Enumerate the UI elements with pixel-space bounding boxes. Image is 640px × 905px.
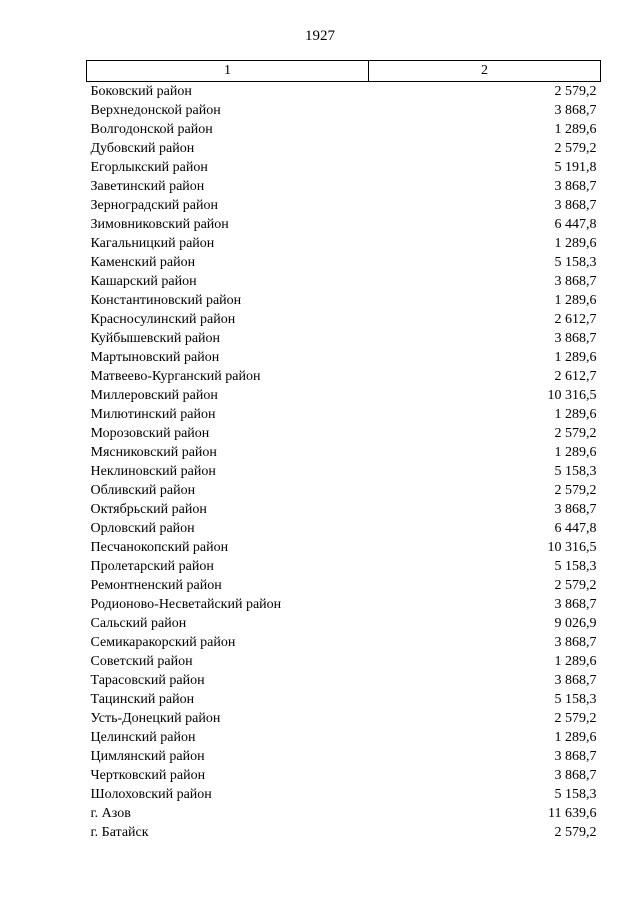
table-row (87, 747, 601, 766)
district-name-cell: Константиновский район (90, 293, 242, 308)
amount-cell: 3 868,7 (554, 768, 597, 783)
table-row (87, 253, 601, 272)
table-row (87, 595, 601, 614)
amount-cell: 1 289,6 (554, 122, 597, 137)
amount-cell: 1 289,6 (554, 407, 597, 422)
table-body (87, 82, 601, 843)
table-row (87, 823, 601, 842)
district-name-cell: Орловский район (90, 521, 195, 536)
amount-cell: 3 868,7 (554, 103, 597, 118)
amount-cell: 3 868,7 (554, 331, 597, 346)
district-name-cell: Кагальницкий район (90, 236, 215, 251)
table-row (87, 215, 601, 234)
table-row (87, 576, 601, 595)
amount-cell: 1 289,6 (554, 350, 597, 365)
amount-cell: 1 289,6 (554, 293, 597, 308)
table-row (87, 329, 601, 348)
district-name-cell: Целинский район (90, 730, 196, 745)
district-name-cell: Боковский район (90, 84, 192, 99)
table-row (87, 348, 601, 367)
table-row (87, 500, 601, 519)
table-row (87, 272, 601, 291)
table-row (87, 139, 601, 158)
amount-cell: 1 289,6 (554, 730, 597, 745)
amount-cell: 2 579,2 (554, 426, 597, 441)
district-name-cell: Шолоховский район (90, 787, 212, 802)
table-row (87, 709, 601, 728)
district-name-cell: Тацинский район (90, 692, 195, 707)
column-header-2: 2 (369, 61, 601, 82)
table-row (87, 785, 601, 804)
amount-cell: 1 289,6 (554, 654, 597, 669)
table-row (87, 158, 601, 177)
amount-cell: 2 579,2 (554, 711, 597, 726)
table-header-row (87, 61, 601, 82)
amount-cell: 10 316,5 (547, 540, 597, 555)
table-row (87, 538, 601, 557)
table-row (87, 82, 601, 102)
table-row (87, 481, 601, 500)
table-row (87, 101, 601, 120)
amount-cell: 10 316,5 (547, 388, 597, 403)
table-row (87, 766, 601, 785)
table-row (87, 690, 601, 709)
amount-cell: 5 191,8 (554, 160, 597, 175)
amount-cell: 2 579,2 (554, 825, 597, 840)
amount-cell: 3 868,7 (554, 179, 597, 194)
amount-cell: 3 868,7 (554, 198, 597, 213)
district-name-cell: Миллеровский район (90, 388, 218, 403)
table-row (87, 614, 601, 633)
amount-cell: 1 289,6 (554, 445, 597, 460)
amount-cell: 5 158,3 (554, 255, 597, 270)
table-row (87, 728, 601, 747)
table-row (87, 196, 601, 215)
amount-cell: 1 289,6 (554, 236, 597, 251)
district-name-cell: Родионово-Несветайский район (90, 597, 282, 612)
table-row (87, 120, 601, 139)
table-row (87, 804, 601, 823)
district-name-cell: Ремонтненский район (90, 578, 222, 593)
amount-cell: 3 868,7 (554, 635, 597, 650)
district-name-cell: Неклиновский район (90, 464, 216, 479)
district-name-cell: Матвеево-Курганский район (90, 369, 261, 384)
table-header (87, 61, 601, 82)
district-name-cell: Морозовский район (90, 426, 210, 441)
district-name-cell: Мартыновский район (90, 350, 220, 365)
amount-cell: 3 868,7 (554, 502, 597, 517)
table-row (87, 405, 601, 424)
table-row (87, 519, 601, 538)
amount-cell: 5 158,3 (554, 787, 597, 802)
district-name-cell: Куйбышевский район (90, 331, 221, 346)
district-name-cell: Песчанокопский район (90, 540, 229, 555)
district-name-cell: Советский район (90, 654, 193, 669)
district-name-cell: Заветинский район (90, 179, 205, 194)
amount-cell: 3 868,7 (554, 274, 597, 289)
table-row (87, 424, 601, 443)
amount-cell: 2 579,2 (554, 84, 597, 99)
table-row (87, 291, 601, 310)
amount-cell: 3 868,7 (554, 749, 597, 764)
table-row (87, 386, 601, 405)
district-name-cell: Усть-Донецкий район (90, 711, 221, 726)
amount-cell: 2 612,7 (554, 312, 597, 327)
district-name-cell: Верхнедонской район (90, 103, 221, 118)
district-name-cell: Красносулинский район (90, 312, 236, 327)
amount-cell: 5 158,3 (554, 559, 597, 574)
table-row (87, 633, 601, 652)
district-name-cell: Зимовниковский район (90, 217, 229, 232)
district-name-cell: Пролетарский район (90, 559, 214, 574)
district-name-cell: Милютинский район (90, 407, 216, 422)
amount-cell: 6 447,8 (554, 521, 597, 536)
district-name-cell: Октябрьский район (90, 502, 207, 517)
district-name-cell: Кашарский район (90, 274, 197, 289)
district-name-cell: Семикаракорский район (90, 635, 236, 650)
district-name-cell: Чертковский район (90, 768, 206, 783)
amount-cell: 3 868,7 (554, 673, 597, 688)
amount-cell: 2 579,2 (554, 483, 597, 498)
table-row (87, 367, 601, 386)
district-name-cell: Цимлянский район (90, 749, 205, 764)
amount-cell: 2 579,2 (554, 141, 597, 156)
district-name-cell: г. Батайск (90, 825, 149, 840)
table-row (87, 310, 601, 329)
district-name-cell: Сальский район (90, 616, 187, 631)
amount-cell: 5 158,3 (554, 464, 597, 479)
district-name-cell: Дубовский район (90, 141, 195, 156)
amount-cell: 11 639,6 (548, 806, 597, 821)
district-name-cell: г. Азов (90, 806, 131, 821)
amount-cell: 3 868,7 (554, 597, 597, 612)
table-row (87, 652, 601, 671)
district-name-cell: Мясниковский район (90, 445, 217, 460)
table-row (87, 177, 601, 196)
district-name-cell: Егорлыкский район (90, 160, 208, 175)
amount-cell: 9 026,9 (554, 616, 597, 631)
amount-cell: 5 158,3 (554, 692, 597, 707)
table-row (87, 443, 601, 462)
amount-cell: 6 447,8 (554, 217, 597, 232)
table-row (87, 462, 601, 481)
allocation-table (86, 60, 601, 842)
district-name-cell: Волгодонской район (90, 122, 213, 137)
column-header-1: 1 (87, 61, 369, 82)
district-name-cell: Зерноградский район (90, 198, 218, 213)
amount-cell: 2 612,7 (554, 369, 597, 384)
page-number: 1927 (305, 28, 335, 44)
district-name-cell: Тарасовский район (90, 673, 205, 688)
district-name-cell: Каменский район (90, 255, 196, 270)
district-name-cell: Обливский район (90, 483, 196, 498)
amount-cell: 2 579,2 (554, 578, 597, 593)
table-row (87, 671, 601, 690)
table-row (87, 557, 601, 576)
table-row (87, 234, 601, 253)
